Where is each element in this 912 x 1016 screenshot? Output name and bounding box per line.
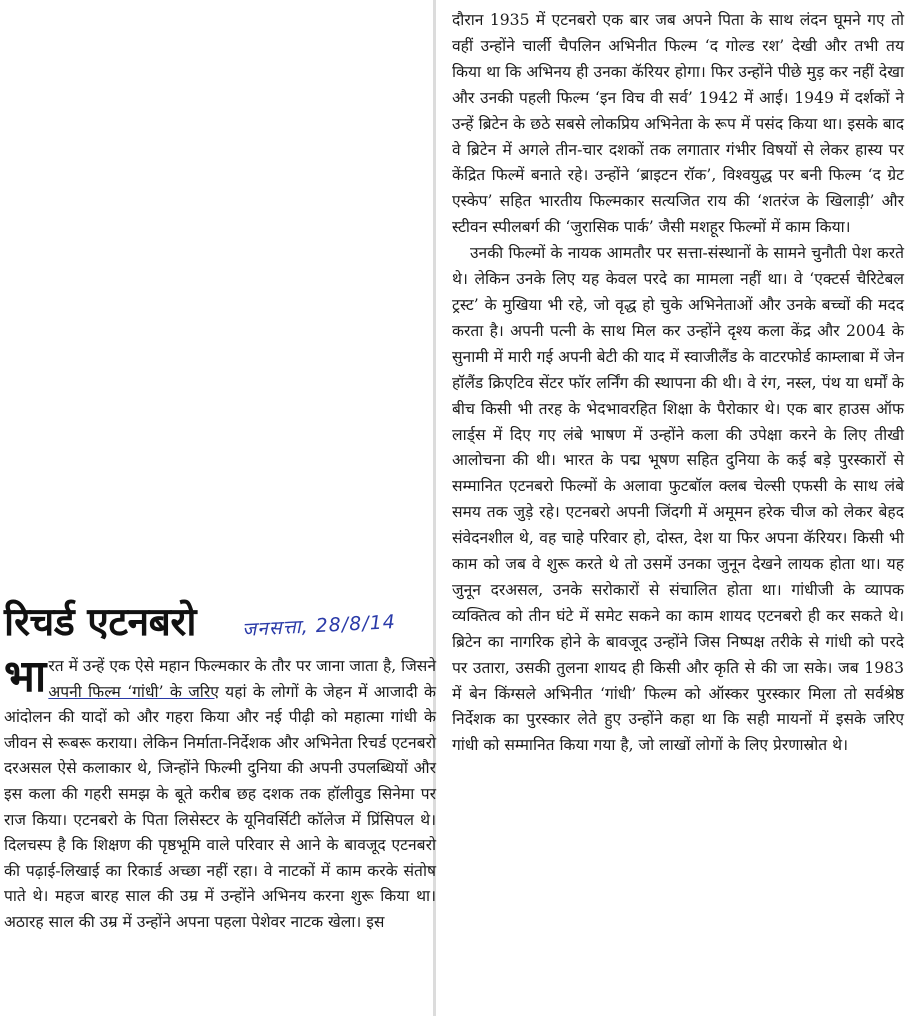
headline-row bbox=[4, 598, 434, 658]
right-column bbox=[452, 8, 904, 759]
right-paragraph-1: दौरान 1935 में एटनबरो एक बार जब अपने पिता के साथ लंदन घूमने गए तो वहीं उन्होंने चार्ली चैपलिन अभिनीत फिल्म ‘द गोल्ड रश’ देखी और तभी तय किया था कि अभिनय ही उनका कॅरियर होगा। फिर उन्होंने पीछे मुड़ कर नहीं देखा और उनकी पहली फिल्म ‘इन विच वी सर्व’ 1942 में आई। 1949 में दर्शकों ने उन्हें ब्रिटेन के छठे सबसे लोकप्रिय अभिनेता के रूप में पसंद किया था। इसके बाद वे ब्रिटेन में अगले तीन-चार दशकों तक लगातार गंभीर विषयों से लेकर हास्य पर केंद्रित फिल्में बनाते रहे। उन्होंने ‘ब्राइटन रॉक’, विश्वयुद्ध पर बनी फिल्म ‘द ग्रेट एस्केप’ सहित भारतीय फिल्मकार सत्यजित राय की ‘शतरंज के खिलाड़ी’ और स्टीवन स्पीलबर्ग की ‘जुरासिक पार्क’ जैसी मशहूर फिल्मों में काम किया। bbox=[452, 11, 904, 237]
lead-underlined-text: अपनी फिल्म ‘गांधी’ के जरिए bbox=[48, 682, 219, 701]
article-headline: रिचर्ड एटनबरो bbox=[4, 600, 196, 645]
handwritten-source-note: जनसत्ता, 28/8/14 bbox=[241, 610, 397, 642]
left-column bbox=[4, 651, 436, 936]
lead-text-2: यहां के लोगों के जेहन में आजादी के आंदोलन की यादों को और गहरा किया और नई पीढ़ी को महात्मा गांधी के जीवन से रूबरू कराया। लेकिन निर्माता-निर्देशक और अभिनेता रिचर्ड एटनबरो दरअसल ऐसे कलाकार थे, जिन्होंने फिल्मी दुनिया की अपनी उपलब्धियों और इस कला की गहरी समझ के बूते करीब छह दशक तक हॉलीवुड सिनेमा पर राज किया। एटनबरो के पिता लिसेस्टर के यूनिवर्सिटी कॉलेज में प्रिंसिपल थे। दिलचस्प है कि शिक्षण की पृष्ठभूमि वाले परिवार से आने के बावजूद एटनबरो की पढ़ाई-लिखाई का रिकार्ड अच्छा नहीं रहा। वे नाटकों में काम करके संतोष पाते थे। महज बारह साल की उम्र में उन्होंने अभिनय करना शुरू किया था। अठारह साल की उम्र में उन्होंने अपना पहला पेशेवर नाटक खेला। इस bbox=[4, 682, 436, 931]
right-paragraph-2: उनकी फिल्मों के नायक आमतौर पर सत्ता-संस्थानों के सामने चुनौती पेश करते थे। लेकिन उनके लिए यह केवल परदे का मामला नहीं था। वे ‘एक्टर्स चैरिटेबल ट्रस्ट’ के मुखिया भी रहे, जो वृद्ध हो चुके अभिनेताओं और उनके बच्चों की मदद करता है। अपनी पत्नी के साथ मिल कर उन्होंने दृश्य कला केंद्र और 2004 के सुनामी में मारी गई अपनी बेटी की याद में स्वाजीलैंड के वाटरफोर्ड काम्लाबा में जेन हॉलैंड क्रिएटिव सेंटर फॉर लर्निंग की स्थापना की थी। वे रंग, नस्ल, पंथ या धर्मों के बीच किसी भी तरह के भेदभावरहित शिक्षा के पैरोकार थे। एक बार हाउस ऑफ लार्ड्स में दिए गए लंबे भाषण में उन्होंने कला की उपेक्षा करने के लिए तीखी आलोचना की थी। भारत के पद्म भूषण सहित दुनिया के कई बड़े पुरस्कारों से सम्मानित एटनबरो फिल्मों के अलावा फुटबॉल क्लब चेल्सी एफसी के साथ लंबे समय तक जुड़े रहे। एटनबरो अपनी जिंदगी में अमूमन हरेक चीज को लेकर बेहद संवेदनशील थे, वह चाहे परिवार हो, दोस्त, देश या फिर अपना कॅरियर। किसी भी काम को जब वे शुरू करते थे तो उसमें उनका जुनून देखने लायक होता था। यह जुनून दरअसल, उनके सरोकारों से संचालित होता था। गांधीजी के व्यापक व्यक्तित्व को तीन घंटे में समेट सकने का काम शायद एटनबरो ही कर सकते थे। ब्रिटेन का नागरिक होने के बावजूद उन्होंने जिस निष्पक्ष तरीके से गांधी को परदे पर उतारा, उसकी तुलना शायद ही किसी और कृति से की जा सके। जब 1983 में बेन किंग्सले अभिनीत ‘गांधी’ फिल्म को ऑस्कर पुरस्कार मिला तो सर्वश्रेष्ठ निर्देशक का पुरस्कार लेते हुए उन्होंने कहा था कि सही मायनों में इसके जरिए गांधी को सम्मानित किया गया है, जो लाखों लोगों के लिए प्रेरणास्रोत थे। bbox=[452, 244, 904, 755]
drop-cap: भा bbox=[4, 651, 47, 702]
lead-text-1: रत में उन्हें एक ऐसे महान फिल्मकार के तौर पर जाना जाता है, जिसने bbox=[48, 657, 436, 675]
